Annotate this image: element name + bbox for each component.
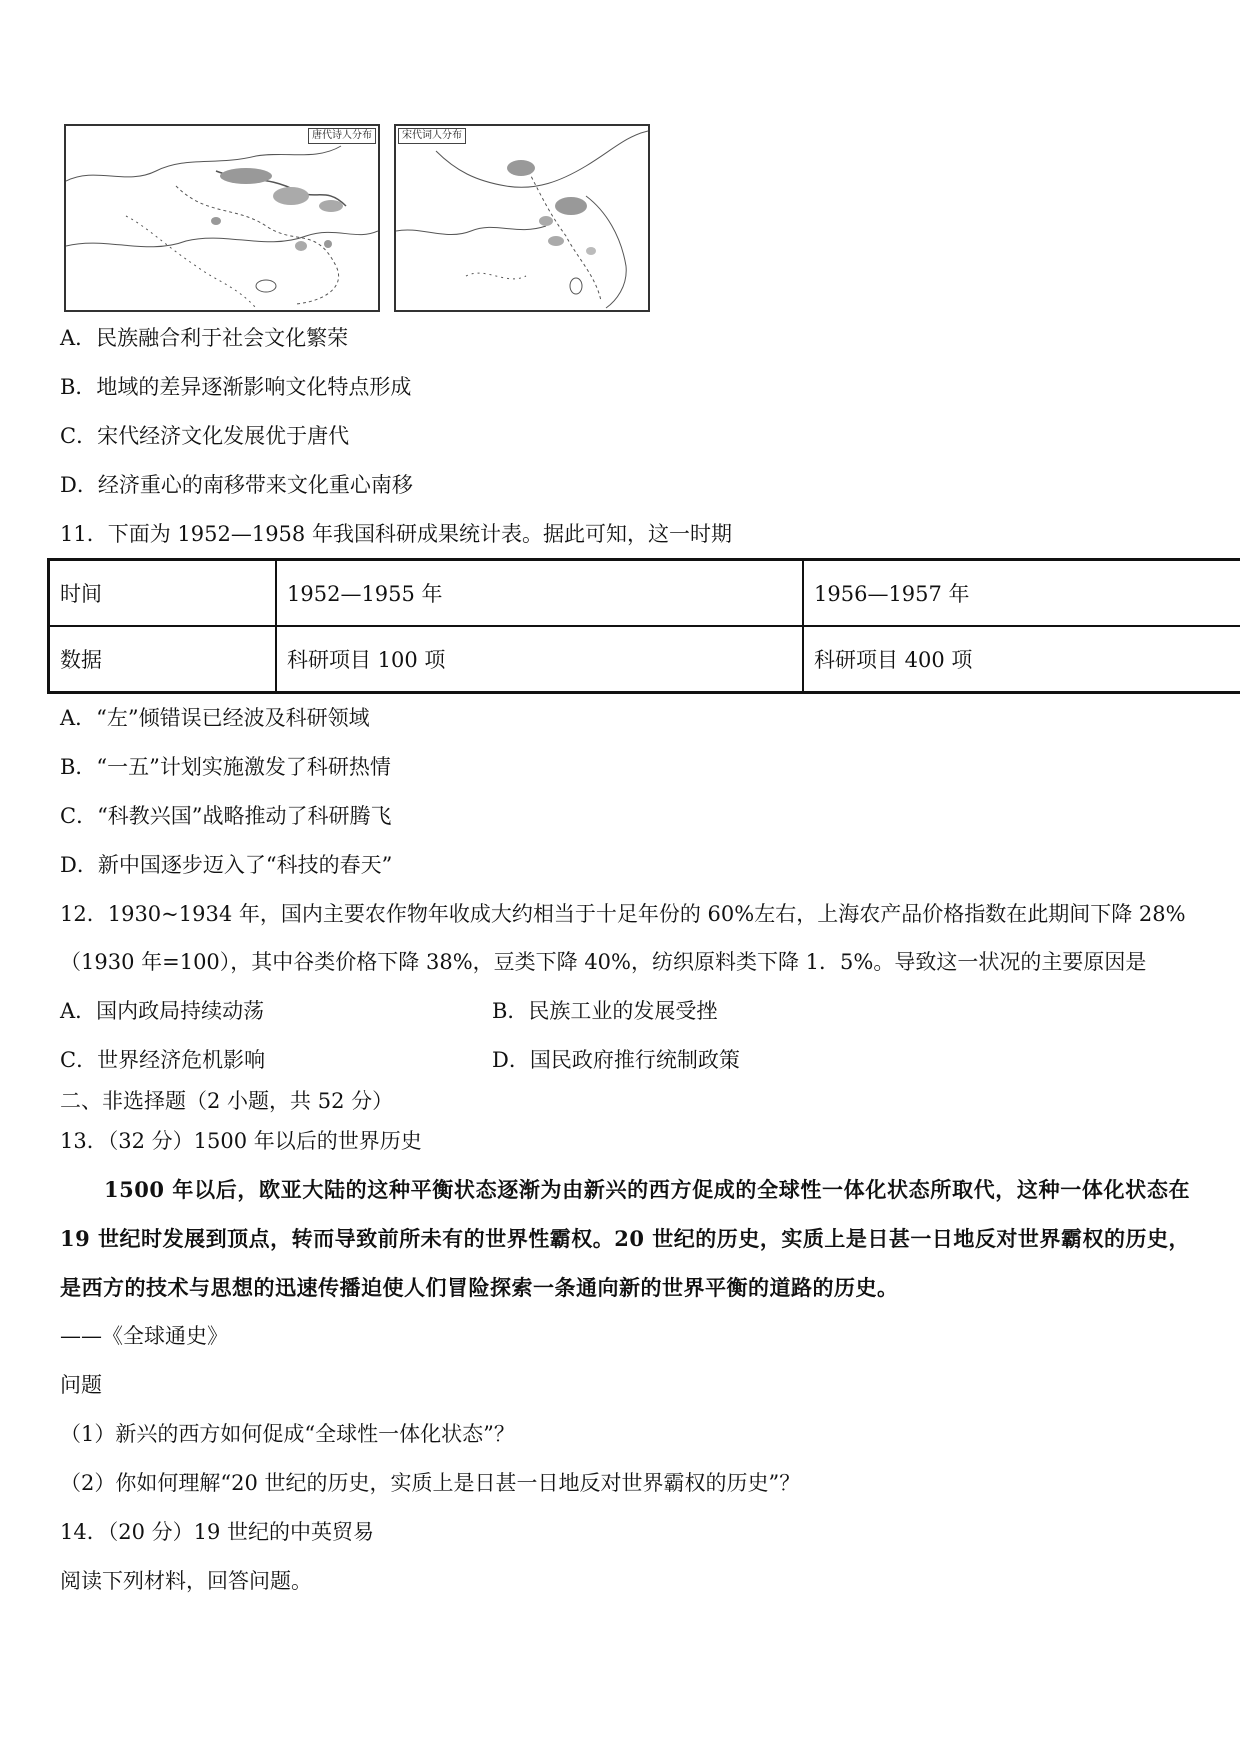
song-map-drawing	[396, 126, 648, 310]
q13-stem: 13．（32 分）1500 年以后的世界历史	[60, 1129, 422, 1153]
q12-stem-line2: （1930 年=100），其中谷类价格下降 38%，豆类下降 40%，纺织原料类下降 1．5%。导致这一状况的主要原因是	[60, 950, 1147, 974]
section2-title: 二、非选择题（2 小题，共 52 分）	[60, 1089, 394, 1113]
q10-option-d: D．经济重心的南移带来文化重心南移	[60, 473, 413, 497]
q11-option-b: B．“一五”计划实施激发了科研热情	[60, 755, 391, 779]
q12-option-c: C．世界经济危机影响	[60, 1048, 266, 1072]
table-cell: 1952—1955 年	[276, 560, 803, 627]
q11-stem: 11．下面为 1952—1958 年我国科研成果统计表。据此可知，这一时期	[60, 522, 732, 546]
q11-option-d: D．新中国逐步迈入了“科技的春天”	[60, 853, 393, 877]
q10-option-c: C．宋代经济文化发展优于唐代	[60, 424, 350, 448]
q14-instruction: 阅读下列材料，回答问题。	[60, 1569, 312, 1593]
q11-option-c: C．“科教兴国”战略推动了科研腾飞	[60, 804, 392, 828]
tang-map-drawing	[66, 126, 378, 310]
q13-material-text: 1500 年以后，欧亚大陆的这种平衡状态逐渐为由新兴的西方促成的全球性一体化状态所取代，这种一体化状态在 19 世纪时发展到顶点，转而导致前所未有的世界性霸权。20 世纪的历史，实质上是日甚一日地反对世界霸权的历史，是西方的技术与思想的迅速传播迫使人们冒险探索一条通向新的世界平衡的道路的历史。	[60, 1177, 1190, 1300]
tang-map-label: 唐代诗人分布	[308, 128, 376, 144]
q13-sub2: （2）你如何理解“20 世纪的历史，实质上是日甚一日地反对世界霸权的历史”？	[60, 1471, 801, 1495]
table-cell: 科研项目 100 项	[276, 626, 803, 693]
research-stats-table	[47, 558, 1240, 694]
q13-question-label: 问题	[60, 1373, 102, 1397]
table-cell: 时间	[49, 560, 277, 627]
q12-option-a: A．国内政局持续动荡	[60, 999, 265, 1023]
q13-source: ——《全球通史》	[60, 1324, 228, 1348]
song-poets-map	[394, 124, 650, 312]
q11-option-a: A．“左”倾错误已经波及科研领域	[60, 706, 370, 730]
q13-material	[60, 1165, 1190, 1312]
q10-option-b: B．地域的差异逐渐影响文化特点形成	[60, 375, 412, 399]
table-cell: 科研项目 400 项	[803, 626, 1240, 693]
table-cell: 数据	[49, 626, 277, 693]
tang-poets-map	[64, 124, 380, 312]
q12-stem-line1: 12．1930~1934 年，国内主要农作物年收成大约相当于十足年份的 60%左右，上海农产品价格指数在此期间下降 28%	[60, 902, 1186, 926]
q14-stem: 14．（20 分）19 世纪的中英贸易	[60, 1520, 375, 1544]
table-row	[49, 626, 1240, 693]
table-cell: 1956—1957 年	[803, 560, 1240, 627]
q10-option-a: A．民族融合利于社会文化繁荣	[60, 326, 349, 350]
q12-option-d: D．国民政府推行统制政策	[492, 1048, 740, 1072]
song-map-label: 宋代词人分布	[398, 128, 466, 144]
table-row	[49, 560, 1240, 627]
q13-sub1: （1）新兴的西方如何促成“全球性一体化状态”？	[60, 1422, 515, 1446]
q12-option-b: B．民族工业的发展受挫	[492, 999, 718, 1023]
